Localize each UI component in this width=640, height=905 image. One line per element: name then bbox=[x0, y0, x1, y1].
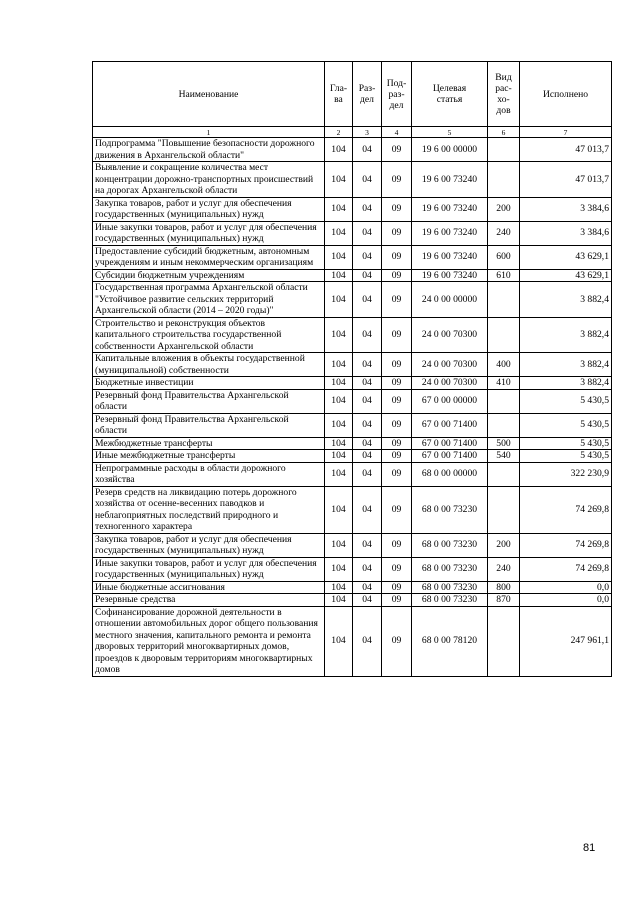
row-statya: 24 0 00 70300 bbox=[412, 317, 488, 353]
column-number: 7 bbox=[520, 127, 612, 138]
row-razdel: 04 bbox=[353, 486, 382, 533]
row-razdel: 04 bbox=[353, 138, 382, 162]
row-amount: 0,0 bbox=[520, 581, 612, 594]
row-razdel: 04 bbox=[353, 606, 382, 676]
table-row bbox=[93, 581, 612, 594]
row-podrazdel: 09 bbox=[382, 606, 412, 676]
row-podrazdel: 09 bbox=[382, 353, 412, 377]
table-row bbox=[93, 162, 612, 198]
row-razdel: 04 bbox=[353, 377, 382, 390]
row-statya: 24 0 00 70300 bbox=[412, 353, 488, 377]
row-glava: 104 bbox=[325, 377, 353, 390]
row-statya: 24 0 00 70300 bbox=[412, 377, 488, 390]
row-statya: 67 0 00 71400 bbox=[412, 437, 488, 450]
row-amount: 247 961,1 bbox=[520, 606, 612, 676]
row-vid: 400 bbox=[488, 353, 520, 377]
header-name: Наименование bbox=[93, 62, 325, 127]
row-statya: 68 0 00 73230 bbox=[412, 486, 488, 533]
page-number: 81 bbox=[583, 842, 596, 854]
header-glava: Гла- ва bbox=[325, 62, 353, 127]
row-name: Межбюджетные трансферты bbox=[93, 437, 325, 450]
row-podrazdel: 09 bbox=[382, 437, 412, 450]
row-name: Государственная программа Архангельской области "Устойчивое развитие сельских территорий Архангельской области (2014 – 2020 годы)" bbox=[93, 282, 325, 318]
row-podrazdel: 09 bbox=[382, 450, 412, 463]
row-name: Закупка товаров, работ и услуг для обеспечения государственных (муниципальных) нужд bbox=[93, 533, 325, 557]
row-glava: 104 bbox=[325, 437, 353, 450]
table-row bbox=[93, 437, 612, 450]
row-name: Непрограммные расходы в области дорожного хозяйства bbox=[93, 462, 325, 486]
row-amount: 3 882,4 bbox=[520, 377, 612, 390]
table-row bbox=[93, 197, 612, 221]
row-amount: 0,0 bbox=[520, 594, 612, 607]
row-amount: 5 430,5 bbox=[520, 450, 612, 463]
row-vid bbox=[488, 413, 520, 437]
column-number: 3 bbox=[353, 127, 382, 138]
table-row bbox=[93, 377, 612, 390]
row-vid: 240 bbox=[488, 557, 520, 581]
row-razdel: 04 bbox=[353, 533, 382, 557]
row-statya: 19 6 00 73240 bbox=[412, 221, 488, 245]
row-podrazdel: 09 bbox=[382, 221, 412, 245]
table-row bbox=[93, 486, 612, 533]
row-podrazdel: 09 bbox=[382, 282, 412, 318]
row-razdel: 04 bbox=[353, 269, 382, 282]
row-razdel: 04 bbox=[353, 282, 382, 318]
row-statya: 19 6 00 73240 bbox=[412, 245, 488, 269]
row-razdel: 04 bbox=[353, 389, 382, 413]
row-razdel: 04 bbox=[353, 462, 382, 486]
row-vid: 200 bbox=[488, 533, 520, 557]
row-glava: 104 bbox=[325, 486, 353, 533]
row-amount: 3 882,4 bbox=[520, 282, 612, 318]
row-glava: 104 bbox=[325, 269, 353, 282]
row-glava: 104 bbox=[325, 533, 353, 557]
row-amount: 3 882,4 bbox=[520, 353, 612, 377]
row-amount: 74 269,8 bbox=[520, 486, 612, 533]
row-razdel: 04 bbox=[353, 594, 382, 607]
row-vid bbox=[488, 462, 520, 486]
row-name: Иные межбюджетные трансферты bbox=[93, 450, 325, 463]
row-glava: 104 bbox=[325, 221, 353, 245]
row-glava: 104 bbox=[325, 162, 353, 198]
header-podrazdel: Под- раз- дел bbox=[382, 62, 412, 127]
row-razdel: 04 bbox=[353, 413, 382, 437]
row-glava: 104 bbox=[325, 581, 353, 594]
row-name: Предоставление субсидий бюджетным, автономным учреждениям и иным некоммерческим организациям bbox=[93, 245, 325, 269]
table-row bbox=[93, 245, 612, 269]
row-vid bbox=[488, 317, 520, 353]
table-row bbox=[93, 317, 612, 353]
row-name: Резервный фонд Правительства Архангельской области bbox=[93, 413, 325, 437]
row-glava: 104 bbox=[325, 413, 353, 437]
column-numbers-row bbox=[93, 127, 612, 138]
row-statya: 67 0 00 00000 bbox=[412, 389, 488, 413]
row-podrazdel: 09 bbox=[382, 462, 412, 486]
row-name: Резерв средств на ликвидацию потерь дорожного хозяйства от осенне-весенних паводков и неблагоприятных последствий природного и техногенного характера bbox=[93, 486, 325, 533]
row-glava: 104 bbox=[325, 450, 353, 463]
row-glava: 104 bbox=[325, 197, 353, 221]
row-name: Иные бюджетные ассигнования bbox=[93, 581, 325, 594]
row-statya: 24 0 00 00000 bbox=[412, 282, 488, 318]
row-amount: 74 269,8 bbox=[520, 533, 612, 557]
table-row bbox=[93, 450, 612, 463]
row-statya: 67 0 00 71400 bbox=[412, 450, 488, 463]
header-statya: Целевая статья bbox=[412, 62, 488, 127]
row-amount: 43 629,1 bbox=[520, 245, 612, 269]
row-glava: 104 bbox=[325, 389, 353, 413]
row-vid: 600 bbox=[488, 245, 520, 269]
column-number: 4 bbox=[382, 127, 412, 138]
row-vid bbox=[488, 606, 520, 676]
row-statya: 19 6 00 73240 bbox=[412, 162, 488, 198]
row-name: Выявление и сокращение количества мест концентрации дорожно-транспортных происшествий на дорогах Архангельской области bbox=[93, 162, 325, 198]
row-name: Закупка товаров, работ и услуг для обеспечения государственных (муниципальных) нужд bbox=[93, 197, 325, 221]
row-glava: 104 bbox=[325, 282, 353, 318]
row-vid: 540 bbox=[488, 450, 520, 463]
row-razdel: 04 bbox=[353, 197, 382, 221]
row-statya: 19 6 00 73240 bbox=[412, 197, 488, 221]
row-podrazdel: 09 bbox=[382, 269, 412, 282]
row-razdel: 04 bbox=[353, 557, 382, 581]
row-vid: 240 bbox=[488, 221, 520, 245]
row-glava: 104 bbox=[325, 245, 353, 269]
row-name: Софинансирование дорожной деятельности в отношении автомобильных дорог общего пользования местного значения, капитального ремонта и ремонта дворовых территорий многоквартирных домов, проездов к дворовым территориям многоквартирных домов bbox=[93, 606, 325, 676]
row-amount: 43 629,1 bbox=[520, 269, 612, 282]
table-row bbox=[93, 269, 612, 282]
row-razdel: 04 bbox=[353, 221, 382, 245]
row-statya: 68 0 00 73230 bbox=[412, 581, 488, 594]
row-vid bbox=[488, 282, 520, 318]
row-razdel: 04 bbox=[353, 450, 382, 463]
row-amount: 47 013,7 bbox=[520, 138, 612, 162]
row-podrazdel: 09 bbox=[382, 413, 412, 437]
column-number: 5 bbox=[412, 127, 488, 138]
row-name: Бюджетные инвестиции bbox=[93, 377, 325, 390]
column-number: 1 bbox=[93, 127, 325, 138]
table-body bbox=[93, 138, 612, 677]
row-glava: 104 bbox=[325, 462, 353, 486]
row-vid bbox=[488, 138, 520, 162]
row-podrazdel: 09 bbox=[382, 594, 412, 607]
row-statya: 68 0 00 78120 bbox=[412, 606, 488, 676]
header-vid: Вид рас- хо- дов bbox=[488, 62, 520, 127]
row-statya: 68 0 00 73230 bbox=[412, 594, 488, 607]
row-podrazdel: 09 bbox=[382, 317, 412, 353]
table-row bbox=[93, 533, 612, 557]
header-razdel: Раз- дел bbox=[353, 62, 382, 127]
row-podrazdel: 09 bbox=[382, 533, 412, 557]
row-amount: 5 430,5 bbox=[520, 437, 612, 450]
row-name: Иные закупки товаров, работ и услуг для обеспечения государственных (муниципальных) нужд bbox=[93, 557, 325, 581]
row-amount: 3 384,6 bbox=[520, 221, 612, 245]
row-name: Резервный фонд Правительства Архангельской области bbox=[93, 389, 325, 413]
row-glava: 104 bbox=[325, 606, 353, 676]
row-amount: 5 430,5 bbox=[520, 413, 612, 437]
row-statya: 19 6 00 73240 bbox=[412, 269, 488, 282]
row-amount: 322 230,9 bbox=[520, 462, 612, 486]
row-vid: 610 bbox=[488, 269, 520, 282]
table-row bbox=[93, 413, 612, 437]
row-amount: 47 013,7 bbox=[520, 162, 612, 198]
row-vid bbox=[488, 162, 520, 198]
table-row bbox=[93, 606, 612, 676]
row-statya: 19 6 00 00000 bbox=[412, 138, 488, 162]
row-amount: 3 882,4 bbox=[520, 317, 612, 353]
budget-table bbox=[92, 61, 612, 677]
row-glava: 104 bbox=[325, 557, 353, 581]
row-vid: 500 bbox=[488, 437, 520, 450]
column-number: 2 bbox=[325, 127, 353, 138]
table-row bbox=[93, 557, 612, 581]
row-glava: 104 bbox=[325, 594, 353, 607]
row-podrazdel: 09 bbox=[382, 162, 412, 198]
row-vid bbox=[488, 389, 520, 413]
row-podrazdel: 09 bbox=[382, 197, 412, 221]
row-razdel: 04 bbox=[353, 162, 382, 198]
row-razdel: 04 bbox=[353, 437, 382, 450]
row-statya: 68 0 00 73230 bbox=[412, 533, 488, 557]
row-glava: 104 bbox=[325, 317, 353, 353]
row-podrazdel: 09 bbox=[382, 138, 412, 162]
row-name: Капитальные вложения в объекты государственной (муниципальной) собственности bbox=[93, 353, 325, 377]
row-glava: 104 bbox=[325, 353, 353, 377]
table-row bbox=[93, 389, 612, 413]
header-row bbox=[93, 62, 612, 127]
header-amount: Исполнено bbox=[520, 62, 612, 127]
row-name: Строительство и реконструкция объектов капитального строительства государственной собственности Архангельской области bbox=[93, 317, 325, 353]
row-vid: 870 bbox=[488, 594, 520, 607]
row-razdel: 04 bbox=[353, 245, 382, 269]
table-row bbox=[93, 221, 612, 245]
row-name: Иные закупки товаров, работ и услуг для обеспечения государственных (муниципальных) нужд bbox=[93, 221, 325, 245]
row-name: Резервные средства bbox=[93, 594, 325, 607]
row-podrazdel: 09 bbox=[382, 389, 412, 413]
row-amount: 3 384,6 bbox=[520, 197, 612, 221]
row-glava: 104 bbox=[325, 138, 353, 162]
row-podrazdel: 09 bbox=[382, 377, 412, 390]
row-podrazdel: 09 bbox=[382, 486, 412, 533]
row-razdel: 04 bbox=[353, 317, 382, 353]
row-podrazdel: 09 bbox=[382, 581, 412, 594]
row-podrazdel: 09 bbox=[382, 557, 412, 581]
table-row bbox=[93, 462, 612, 486]
row-statya: 68 0 00 73230 bbox=[412, 557, 488, 581]
row-amount: 74 269,8 bbox=[520, 557, 612, 581]
row-name: Подпрограмма "Повышение безопасности дорожного движения в Архангельской области" bbox=[93, 138, 325, 162]
table-row bbox=[93, 282, 612, 318]
row-vid: 410 bbox=[488, 377, 520, 390]
row-vid bbox=[488, 486, 520, 533]
row-amount: 5 430,5 bbox=[520, 389, 612, 413]
row-statya: 67 0 00 71400 bbox=[412, 413, 488, 437]
row-statya: 68 0 00 00000 bbox=[412, 462, 488, 486]
table-row bbox=[93, 594, 612, 607]
table-row bbox=[93, 353, 612, 377]
table-row bbox=[93, 138, 612, 162]
row-razdel: 04 bbox=[353, 581, 382, 594]
row-podrazdel: 09 bbox=[382, 245, 412, 269]
row-name: Субсидии бюджетным учреждениям bbox=[93, 269, 325, 282]
column-number: 6 bbox=[488, 127, 520, 138]
row-razdel: 04 bbox=[353, 353, 382, 377]
row-vid: 200 bbox=[488, 197, 520, 221]
row-vid: 800 bbox=[488, 581, 520, 594]
